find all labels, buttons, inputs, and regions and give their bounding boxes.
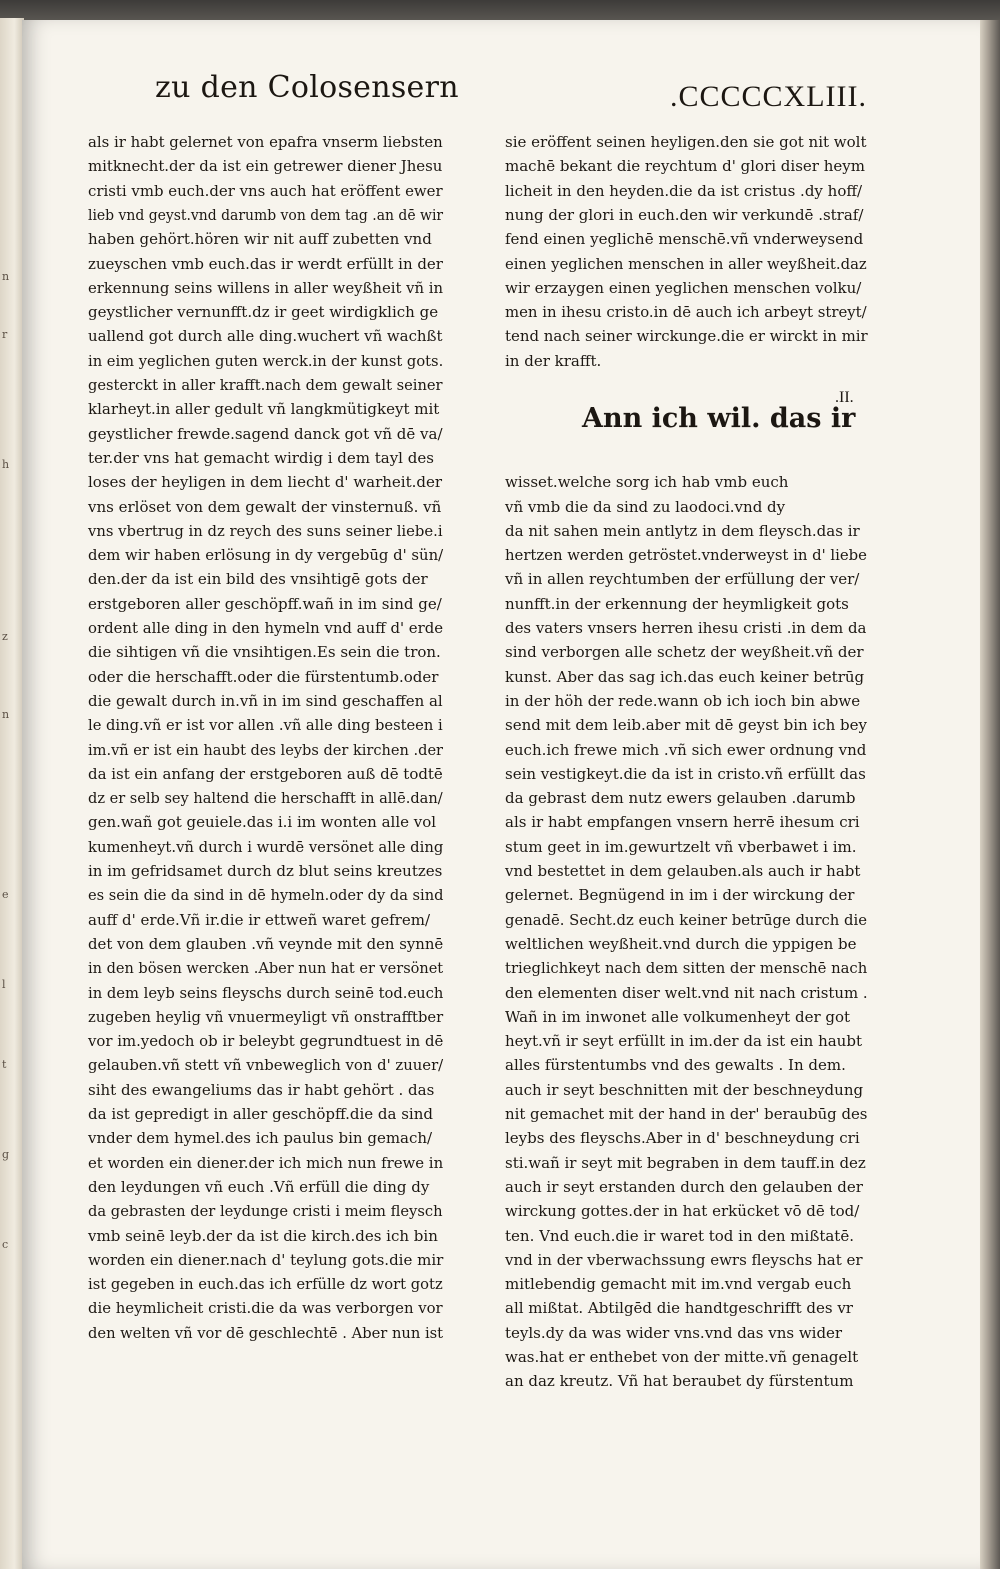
margin-mark: e bbox=[2, 888, 9, 901]
text-line: geystlicher frewde.sagend danck got vñ dē va/ bbox=[88, 424, 443, 443]
text-line: Wañ in im inwonet alle volkumenheyt der got bbox=[505, 1007, 851, 1026]
text-line: wir erzaygen einen yeglichen menschen volku/ bbox=[505, 278, 862, 297]
text-line: da gebrast dem nutz ewers gelauben .darumb bbox=[505, 789, 856, 808]
text-line: vñ in allen reychtumben der erfüllung der ver/ bbox=[505, 570, 860, 589]
text-line: loses der heyligen in dem liecht d' warheit.der bbox=[88, 473, 443, 492]
text-line: stum geet in im.gewurtzelt vñ vberbawet i im. bbox=[505, 837, 857, 856]
margin-mark: r bbox=[2, 328, 8, 341]
text-line: euch.ich frewe mich .vñ sich ewer ordnung vnd bbox=[505, 740, 867, 759]
text-line: ist gegeben in euch.das ich erfülle dz wort gotz bbox=[88, 1275, 443, 1294]
text-line: machē bekant die reychtum d' glori diser heym bbox=[505, 157, 865, 176]
text-line: auch ir seyt erstanden durch den gelauben der bbox=[505, 1177, 863, 1196]
text-line: da nit sahen mein antlytz in dem fleysch.das ir bbox=[505, 521, 860, 540]
text-line: erstgeboren aller geschöpff.wañ in im sind ge/ bbox=[88, 594, 442, 613]
text-line: uallend got durch alle ding.wuchert vñ wachßt bbox=[88, 327, 443, 346]
margin-mark: g bbox=[2, 1148, 10, 1161]
text-line: dem wir haben erlösung in dy vergebūg d' sün/ bbox=[88, 546, 444, 565]
margin-mark: z bbox=[2, 630, 8, 643]
text-line: cristi vmb euch.der vns auch hat eröffent ewer bbox=[88, 181, 443, 200]
text-line: send mit dem leib.aber mit dē geyst bin ich bey bbox=[505, 716, 868, 735]
facing-page-edge bbox=[0, 18, 24, 1569]
text-line: den welten vñ vor dē geschlechtē . Aber nun ist bbox=[88, 1323, 444, 1342]
text-line: tend nach seiner wirckunge.die er wirckt in mir bbox=[505, 327, 868, 346]
text-line: alles fürstentumbs vnd des gewalts . In dem. bbox=[505, 1056, 846, 1075]
text-line: sein vestigkeyt.die da ist in cristo.vñ erfüllt das bbox=[505, 764, 866, 783]
text-line: vnder dem hymel.des ich paulus bin gemach/ bbox=[88, 1129, 433, 1148]
text-line: in der höh der rede.wann ob ich ioch bin abwe bbox=[505, 691, 861, 710]
text-line: haben gehört.hören wir nit auff zubetten vnd bbox=[88, 230, 432, 249]
text-line: dz er selb sey haltend die herschafft in allē.dan/ bbox=[88, 789, 443, 808]
text-line: an daz kreutz. Vñ hat beraubet dy fürstentum bbox=[505, 1372, 854, 1391]
text-line: gen.wañ got geuiele.das i.i im wonten alle vol bbox=[88, 813, 437, 832]
text-line: mitlebendig gemacht mit im.vnd vergab euch bbox=[505, 1275, 852, 1294]
text-line: weltlichen weyßheit.vnd durch die yppigen be bbox=[505, 934, 857, 953]
text-line: die sihtigen vñ die vnsihtigen.Es sein die tron. bbox=[88, 643, 441, 662]
margin-mark: h bbox=[2, 458, 10, 471]
text-line: fend einen yeglichē menschē.vñ vnderweysend bbox=[505, 230, 864, 249]
book-top-edge bbox=[0, 0, 1000, 22]
folio-number: .CCCCCXLIII. bbox=[670, 80, 868, 113]
text-line: in dem leyb seins fleyschs durch seinē tod.euch bbox=[88, 983, 444, 1002]
text-line: den leydungen vñ euch .Vñ erfüll die ding dy bbox=[88, 1177, 430, 1196]
text-line: oder die herschafft.oder die fürstentumb.oder bbox=[88, 667, 439, 686]
text-line: det von dem glauben .vñ veynde mit den synnē bbox=[88, 934, 444, 953]
text-line: erkennung seins willens in aller weyßheit vñ in bbox=[88, 278, 444, 297]
text-line: vns erlöset von dem gewalt der vinsternuß. vñ bbox=[88, 497, 442, 516]
text-line: in der krafft. bbox=[505, 351, 602, 370]
text-line: da ist gepredigt in aller geschöpff.die da sind bbox=[88, 1105, 433, 1123]
margin-mark: n bbox=[2, 708, 10, 721]
text-line: auch ir seyt beschnitten mit der beschneydung bbox=[505, 1080, 864, 1099]
text-line: auff d' erde.Vñ ir.die ir ettweñ waret gefrem/ bbox=[88, 910, 431, 929]
text-line: ten. Vnd euch.die ir waret tod in den mißtatē. bbox=[505, 1226, 854, 1245]
text-line: wisset.welche sorg ich hab vmb euch bbox=[505, 473, 789, 492]
text-line: kumenheyt.vñ durch i wurdē versönet alle ding bbox=[88, 837, 444, 856]
text-line: klarheyt.in aller gedult vñ langkmütigkeyt mit bbox=[88, 400, 440, 419]
margin-mark: c bbox=[2, 1238, 9, 1251]
text-line: heyt.vñ ir seyt erfüllt in im.der da ist ein haubt bbox=[505, 1032, 862, 1051]
text-line: kunst. Aber das sag ich.das euch keiner betrūg bbox=[505, 667, 865, 686]
text-line: vns vbertrug in dz reych des suns seiner liebe.i bbox=[88, 521, 443, 540]
text-line: et worden ein diener.der ich mich nun frewe in bbox=[88, 1153, 444, 1172]
text-line: es sein die da sind in dē hymeln.oder dy da sind bbox=[88, 886, 444, 905]
text-line: in eim yeglichen guten werck.in der kunst gots. bbox=[88, 351, 444, 370]
text-line: wirckung gottes.der in hat erkücket vō dē tod/ bbox=[505, 1202, 860, 1221]
text-line: als ir habt gelernet von epafra vnserm liebsten bbox=[88, 133, 443, 151]
text-line: lieb vnd geyst.vnd darumb von dem tag .an dē wir bbox=[88, 205, 444, 224]
text-line: den elementen diser welt.vnd nit nach cristum . bbox=[505, 983, 868, 1002]
text-line: vmb seinē leyb.der da ist die kirch.des ich bin bbox=[88, 1226, 438, 1245]
text-line: nung der glori in euch.den wir verkundē .straf/ bbox=[505, 205, 864, 224]
text-line: vor im.yedoch ob ir beleybt gegrundtuest in dē bbox=[88, 1032, 444, 1051]
margin-mark: t bbox=[2, 1058, 7, 1071]
text-line: zueyschen vmb euch.das ir werdt erfüllt in der bbox=[88, 254, 443, 273]
text-line: trieglichkeyt nach dem sitten der menschē nach bbox=[505, 959, 868, 978]
chapter-number: .II. bbox=[835, 389, 854, 406]
text-line: zugeben heylig vñ vnuermeyligt vñ onstrafftber bbox=[88, 1007, 444, 1026]
text-line: teyls.dy da was wider vns.vnd das vns wider bbox=[505, 1323, 843, 1342]
text-line: sti.wañ ir seyt mit begraben in dem tauff.in dez bbox=[505, 1153, 866, 1172]
text-line: die heymlicheit cristi.die da was verborgen vor bbox=[88, 1299, 443, 1318]
text-line: men in ihesu cristo.in dē auch ich arbeyt streyt/ bbox=[505, 303, 867, 322]
text-line: was.hat er enthebet von der mitte.vñ genagelt bbox=[505, 1348, 859, 1366]
text-line: sind verborgen alle schetz der weyßheit.vñ der bbox=[505, 643, 864, 662]
text-line: mitknecht.der da ist ein getrewer diener Jhesu bbox=[88, 157, 443, 176]
text-line: gelauben.vñ stett vñ vnbeweglich von d' zuuer/ bbox=[88, 1056, 444, 1075]
text-line: im.vñ er ist ein haubt des leybs der kirchen .der bbox=[88, 740, 444, 759]
text-line: vnd bestettet in dem gelauben.als auch ir habt bbox=[505, 862, 861, 880]
margin-mark: n bbox=[2, 270, 10, 283]
text-line: in im gefridsamet durch dz blut seins kreutzes bbox=[88, 862, 443, 880]
text-line: des vaters vnsers herren ihesu cristi .in dem da bbox=[505, 619, 867, 637]
text-line: die gewalt durch in.vñ in im sind geschaffen al bbox=[88, 691, 443, 710]
text-line: le ding.vñ er ist vor allen .vñ alle ding besteen i bbox=[88, 716, 443, 735]
text-line: als ir habt empfangen vnsern herrē ihesum cri bbox=[505, 813, 860, 832]
text-line: gelernet. Begnügend in im i der wirckung der bbox=[505, 886, 855, 905]
running-head: zu den Colosensern bbox=[155, 70, 459, 105]
text-line: gesterckt in aller krafft.nach dem gewalt seiner bbox=[88, 376, 443, 394]
text-line: einen yeglichen menschen in aller weyßheit.daz bbox=[505, 254, 867, 273]
text-line: hertzen werden getröstet.vnderweyst in d' liebe bbox=[505, 546, 867, 565]
text-line: vñ vmb die da sind zu laodoci.vnd dy bbox=[505, 497, 786, 516]
text-line: vnd in der vberwachssung ewrs fleyschs hat er bbox=[505, 1250, 863, 1269]
text-line: nunfft.in der erkennung der heymligkeit gots bbox=[505, 594, 849, 613]
text-line: siht des ewangeliums das ir habt gehört . das bbox=[88, 1080, 435, 1099]
text-line: sie eröffent seinen heyligen.den sie got nit wolt bbox=[505, 133, 867, 151]
page-block-edge bbox=[980, 20, 1000, 1569]
text-line: genadē. Secht.dz euch keiner betrūge durch die bbox=[505, 910, 867, 929]
text-line: nit gemachet mit der hand in der' beraubūg des bbox=[505, 1105, 868, 1123]
text-line: worden ein diener.nach d' teylung gots.die mir bbox=[88, 1250, 444, 1269]
text-line: da ist ein anfang der erstgeboren auß dē todtē bbox=[88, 764, 443, 783]
chapter-opening-line: Ann ich wil. das ir bbox=[582, 403, 856, 434]
text-line: leybs des fleyschs.Aber in d' beschneydung cri bbox=[505, 1129, 860, 1148]
text-line: geystlicher vernunfft.dz ir geet wirdigklich ge bbox=[88, 303, 439, 322]
text-line: licheit in den heyden.die da ist cristus .dy hoff/ bbox=[505, 181, 863, 200]
text-line: ordent alle ding in den hymeln vnd auff d' erde bbox=[88, 619, 444, 637]
text-line: all mißtat. Abtilgēd die handtgeschrifft des vr bbox=[505, 1299, 853, 1318]
margin-mark: l bbox=[2, 978, 6, 991]
text-line: in den bösen wercken .Aber nun hat er versönet bbox=[88, 959, 444, 978]
text-line: ter.der vns hat gemacht wirdig i dem tayl des bbox=[88, 448, 434, 467]
text-line: da gebrasten der leydunge cristi i meim fleysch bbox=[88, 1202, 443, 1221]
text-line: den.der da ist ein bild des vnsihtigē gots der bbox=[88, 570, 428, 589]
